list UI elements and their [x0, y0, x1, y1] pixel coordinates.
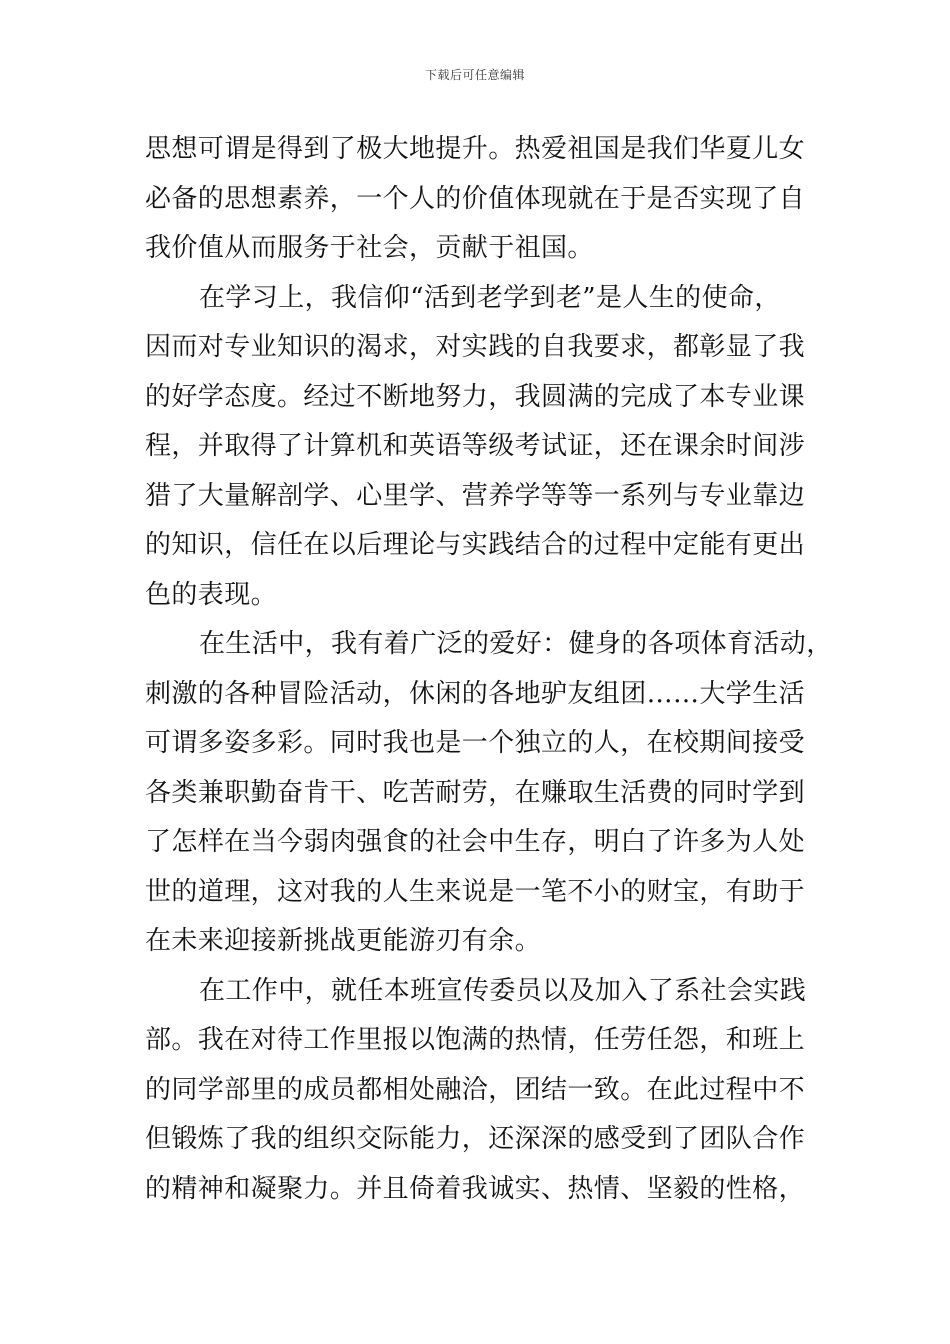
text-line: 但锻炼了我的组织交际能力，还深深的感受到了团队合作 [145, 1124, 806, 1154]
text-line: 因而对专业知识的渴求，对实践的自我要求，都彰显了我 [145, 332, 806, 362]
text-line: 的同学部里的成员都相处融洽，团结一致。在此过程中不 [145, 1074, 806, 1105]
text-line: 的好学态度。经过不断地努力，我圆满的完成了本专业课 [145, 381, 806, 412]
text-line: 的精神和凝聚力。并且倚着我诚实、热情、坚毅的性格， [145, 1173, 806, 1204]
page-header: 下载后可任意编辑 [424, 68, 525, 82]
paragraph-first-line: 在生活中，我有着广泛的爱好：健身的各项体育活动， [199, 629, 833, 659]
text-line: 部。我在对待工作里报以饱满的热情，任劳任怨，和班上 [145, 1025, 806, 1055]
text-line: 各类兼职勤奋肯干、吃苦耐劳，在赚取生活费的同时学到 [145, 777, 806, 808]
text-line: 程，并取得了计算机和英语等级考试证，还在课余时间涉 [145, 431, 806, 461]
text-line: 刺激的各种冒险活动，休闲的各地驴友组团……大学生活 [145, 678, 806, 709]
text-line: 世的道理，这对我的人生来说是一笔不小的财宝，有助于 [145, 876, 806, 907]
text-line: 我价值从而服务于社会，贡献于祖国。 [145, 233, 594, 263]
text-line: 在未来迎接新挑战更能游刃有余。 [145, 926, 542, 956]
text-line: 色的表现。 [145, 579, 278, 610]
text-line: 思想可谓是得到了极大地提升。热爱祖国是我们华夏儿女 [145, 134, 806, 164]
body-text [145, 125, 833, 1214]
text-line: 猎了大量解剖学、心里学、营养学等等一系列与专业靠边 [145, 480, 806, 511]
text-line: 的知识，信任在以后理论与实践结合的过程中定能有更出 [145, 530, 806, 560]
paragraph-first-line: 在学习上，我信仰“活到老学到老”是人生的使命， [199, 282, 781, 313]
text-line: 必备的思想素养，一个人的价值体现就在于是否实现了自 [145, 183, 806, 214]
text-line: 了怎样在当今弱肉强食的社会中生存，明白了许多为人处 [145, 827, 806, 857]
text-line: 可谓多姿多彩。同时我也是一个独立的人，在校期间接受 [145, 728, 806, 758]
paragraph-first-line: 在工作中，就任本班宣传委员以及加入了系社会实践 [199, 975, 807, 1006]
